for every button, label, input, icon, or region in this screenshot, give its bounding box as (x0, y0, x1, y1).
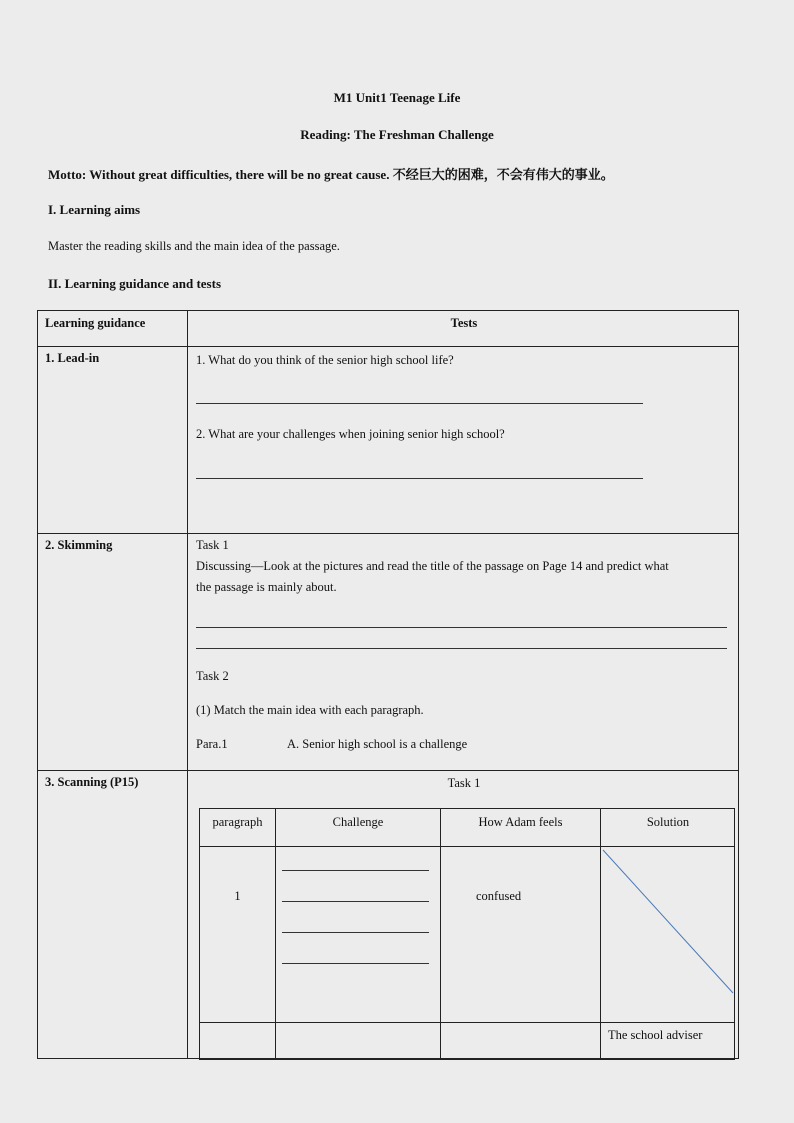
skimming-task-1: Task 1 (196, 538, 229, 552)
inner-header-paragraph: paragraph (212, 815, 263, 829)
unit-title: M1 Unit1 Teenage Life (333, 90, 461, 105)
inner-paragraph-number: 1 (234, 889, 241, 903)
answer-line[interactable] (196, 627, 727, 628)
inner-header-how-adam-feels: How Adam feels (478, 815, 563, 829)
answer-line[interactable] (196, 648, 727, 649)
answer-line[interactable] (196, 478, 643, 479)
para-label: Para.1 (196, 737, 228, 751)
skimming-discussing-line-1: Discussing—Look at the pictures and read the title of the passage on Page 14 and predict what (196, 559, 669, 573)
skimming-discussing-line-2: the passage is mainly about. (196, 580, 337, 594)
challenge-answer-line[interactable] (282, 963, 429, 964)
diagonal-line (603, 850, 733, 993)
inner-header-challenge: Challenge (332, 815, 384, 829)
column-divider (187, 311, 188, 1058)
solution-school-adviser: The school adviser (608, 1028, 703, 1042)
solution-diagonal (601, 847, 735, 1022)
row-divider (38, 770, 738, 771)
learning-aims-text: Master the reading skills and the main idea of the passage. (48, 239, 340, 253)
para-option-a: A. Senior high school is a challenge (287, 737, 468, 751)
reading-title: Reading: The Freshman Challenge (300, 127, 494, 142)
challenge-answer-line[interactable] (282, 932, 429, 933)
guidance-tests-table (37, 310, 739, 1059)
skimming-match-instruction: (1) Match the main idea with each paragraph. (196, 703, 424, 717)
lead-in-question-1: 1. What do you think of the senior high school life? (196, 353, 454, 367)
feels-confused: confused (476, 889, 522, 903)
guidance-heading: II. Learning guidance and tests (48, 276, 221, 291)
lead-in-question-2: 2. What are your challenges when joining senior high school? (196, 427, 505, 441)
inner-header-solution: Solution (646, 815, 690, 829)
motto: Motto: Without great difficulties, there will be no great cause. 不经巨大的困难，不会有伟大的事业。 (48, 167, 614, 182)
inner-row-divider (200, 1022, 734, 1023)
row-divider (38, 346, 738, 347)
challenge-answer-line[interactable] (282, 901, 429, 902)
scanning-task-1: Task 1 (447, 776, 481, 790)
lead-in-label: 1. Lead-in (45, 351, 100, 365)
challenge-answer-line[interactable] (282, 870, 429, 871)
scanning-table (199, 808, 735, 1060)
header-learning-guidance: Learning guidance (45, 316, 146, 330)
skimming-label: 2. Skimming (45, 538, 113, 552)
answer-line[interactable] (196, 403, 643, 404)
scanning-label: 3. Scanning (P15) (45, 775, 139, 789)
header-tests: Tests (450, 316, 478, 330)
row-divider (38, 533, 738, 534)
learning-aims-heading: I. Learning aims (48, 202, 141, 217)
skimming-task-2: Task 2 (196, 669, 229, 683)
